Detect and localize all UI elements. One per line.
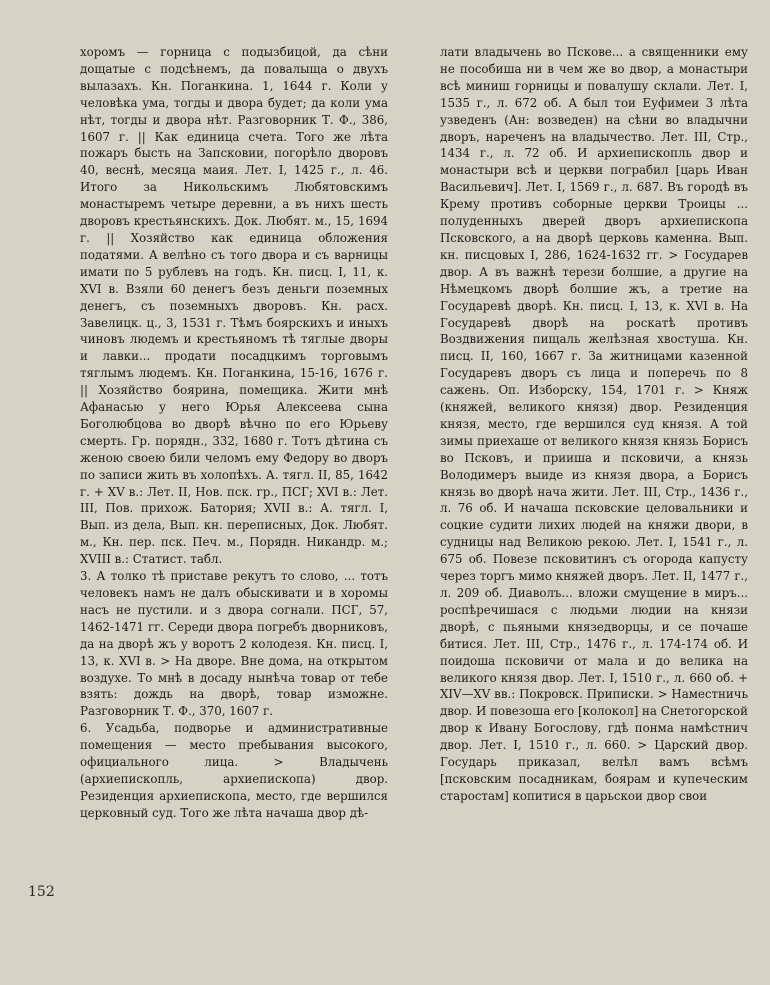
left-paragraph-2: 3. А толко тѣ приставе рекутъ то слово, ... тотъ человекъ намъ не далъ обыскивати и в хоромы насъ не пустили. и з двора согнали. ПСГ, 57, 1462-1471 гг. Середи двора погребъ дворниковъ, да на дворѣ жъ у воротъ 2 колодезя. Кн. писц. I, 13, к. XVI в. > На дворе. Вне дома, на открытом воздухе. То мнѣ в досаду нынѣча товар от тебе взять: дождь на дворѣ, товар изможне. Разговорник Т. Ф., 370, 1607 г. <box>80 569 388 719</box>
left-paragraph-3: 6. Усадьба, подворье и административные помещения — место пребывания высокого, официального лица. > Владычень (архиепископль, архиепископа) двор. Резиденция архиепископа, место, где вершился церковный суд. Того же лѣта начаша двор дѣ- <box>80 721 388 820</box>
left-column <box>80 44 388 822</box>
right-paragraph-1: лати владычень во Пскове... а священники ему не пособиша ни в чем же во двор, а монастыри всѣ миниш горницы и повалушу склали. Лет. I, 1535 г., л. 672 об. А был тои Еуфимеи 3 лѣта узведенъ (Ан: возведен) на сѣни во владычни дворъ, нареченъ на владычество. Лет. III, Стр., 1434 г., л. 72 об. И архиепископль двор и монастыри всѣ и церкви пограбил [царь Иван Васильевич]. Лет. I, 1569 г., л. 687. Въ городѣ въ Крему противъ соборные церкви Троицы ... полуденныхъ дверей дворъ архиепископа Псковского, а на дворѣ церковь каменна. Вып. кн. писцовых I, 286, 1624-1632 гг. > Государев двор. А въ важнѣ терези болшие, а другие на Нѣмецкомъ дворѣ болшие жъ, а третие на Государевѣ дворѣ. Кн. писц. I, 13, к. XVI в. На Государевѣ дворѣ на роскатѣ противъ Воздвижения пищаль желѣзная хвостуша. Кн. писц. II, 160, 1667 г. За житницами казенной Государевъ дворъ съ лица и поперечь по 8 сажень. Оп. Изборску, 154, 1701 г. > Княж (княжей, великого князя) двор. Резиденция князя, место, где вершился суд князя. А той зимы приехаше от великого князя князь Борисъ во Псковъ, и прииша и псковичи, а князь Володимеръ выиде из князя двора, а Борисъ князь во дворѣ нача жити. Лет. III, Стр., 1436 г., л. 76 об. И начаша псковские целовальники и соцкие судити лихих людей на княжи двори, в судницы над Великою рекою. Лет. I, 1541 г., л. 675 об. Повезе псковитинъ съ огорода капусту через торгъ мимо княжей дворъ. Лет. II, 1477 г., л. 209 об. Диаволъ... вложи смущение в миръ... роспѣречишася с людьми людии на князи дворѣ, с пьяными князедворцы, и се почаше битися. Лет. III, Стр., 1476 г., л. 174-174 об. И поидоша псковичи от мала и до велика на великого князя двор. Лет. I, 1510 г., л. 660 об. + XIV—XV вв.: Покровск. Приписки. > Наместничь двор. И повезоша его [колокол] на Снетогорской двор к Ивану Богослову, гдѣ понма намѣстнич двор. Лет. I, 1510 г., л. 660. > Царский двор. Государь приказал, велѣл вамъ всѣмъ [псковским посадникам, боярам и купеческим старостам] копитися в царьскои двор свои <box>440 45 748 803</box>
right-column <box>440 44 748 805</box>
left-paragraph-1: хоромъ — горница с подызбицой, да сѣни дощатые с подсѣнемъ, да повалыща о двухъ вылазахъ. Кн. Поганкина. 1, 1644 г. Коли у человѣка ума, тогды и двора будет; да коли ума нѣт, тогды и двора нѣт. Разговорник Т. Ф., 386, 1607 г. || Как единица счета. Того же лѣта пожаръ бысть на Запсковии, погорѣло дворовъ 40, веснѣ, месяца маия. Лет. I, 1425 г., л. 46. Итого за Никольскимъ Любятовскимъ монастыремъ четыре деревни, а въ нихъ шесть дворовъ крестьянскихъ. Док. Любят. м., 15, 1694 г. || Хозяйство как единица обложения податями. А велѣно съ того двора и съ варницы имати по 5 рублевъ на годъ. Кн. писц. I, 11, к. XVI в. Взяли 60 денегъ безъ деньги поземных денегъ, съ поземныхъ дворовъ. Кн. расх. Завелицк. ц., 3, 1531 г. Тѣмъ боярскихъ и иныхъ чиновъ людемъ и крестьяномъ тѣ тяглые дворы и лавки... продати посадцкимъ торговымъ тяглымъ людемъ. Кн. Поганкина, 15-16, 1676 г. || Хозяйство боярина, помещика. Жити мнѣ Афанасью у него Юрья Алексеева сына Боголюбцова во дворѣ вѣчно по его Юрьеву смерть. Гр. порядн., 332, 1680 г. Тотъ дѣтина съ женою своею били челомъ ему Федору во дворъ по записи жить въ холопѣхъ. А. тягл. II, 85, 1642 г. + XV в.: Лет. II, Нов. пск. гр., ПСГ; XVI в.: Лет. III, Пов. прихож. Батория; XVII в.: А. тягл. I, Вып. из дела, Вып. кн. переписных, Док. Любят. м., Кн. пер. пск. Печ. м., Порядн. Никандр. м.; XVIII в.: Статист. табл. <box>80 45 388 567</box>
page-number: 152 <box>28 884 55 900</box>
